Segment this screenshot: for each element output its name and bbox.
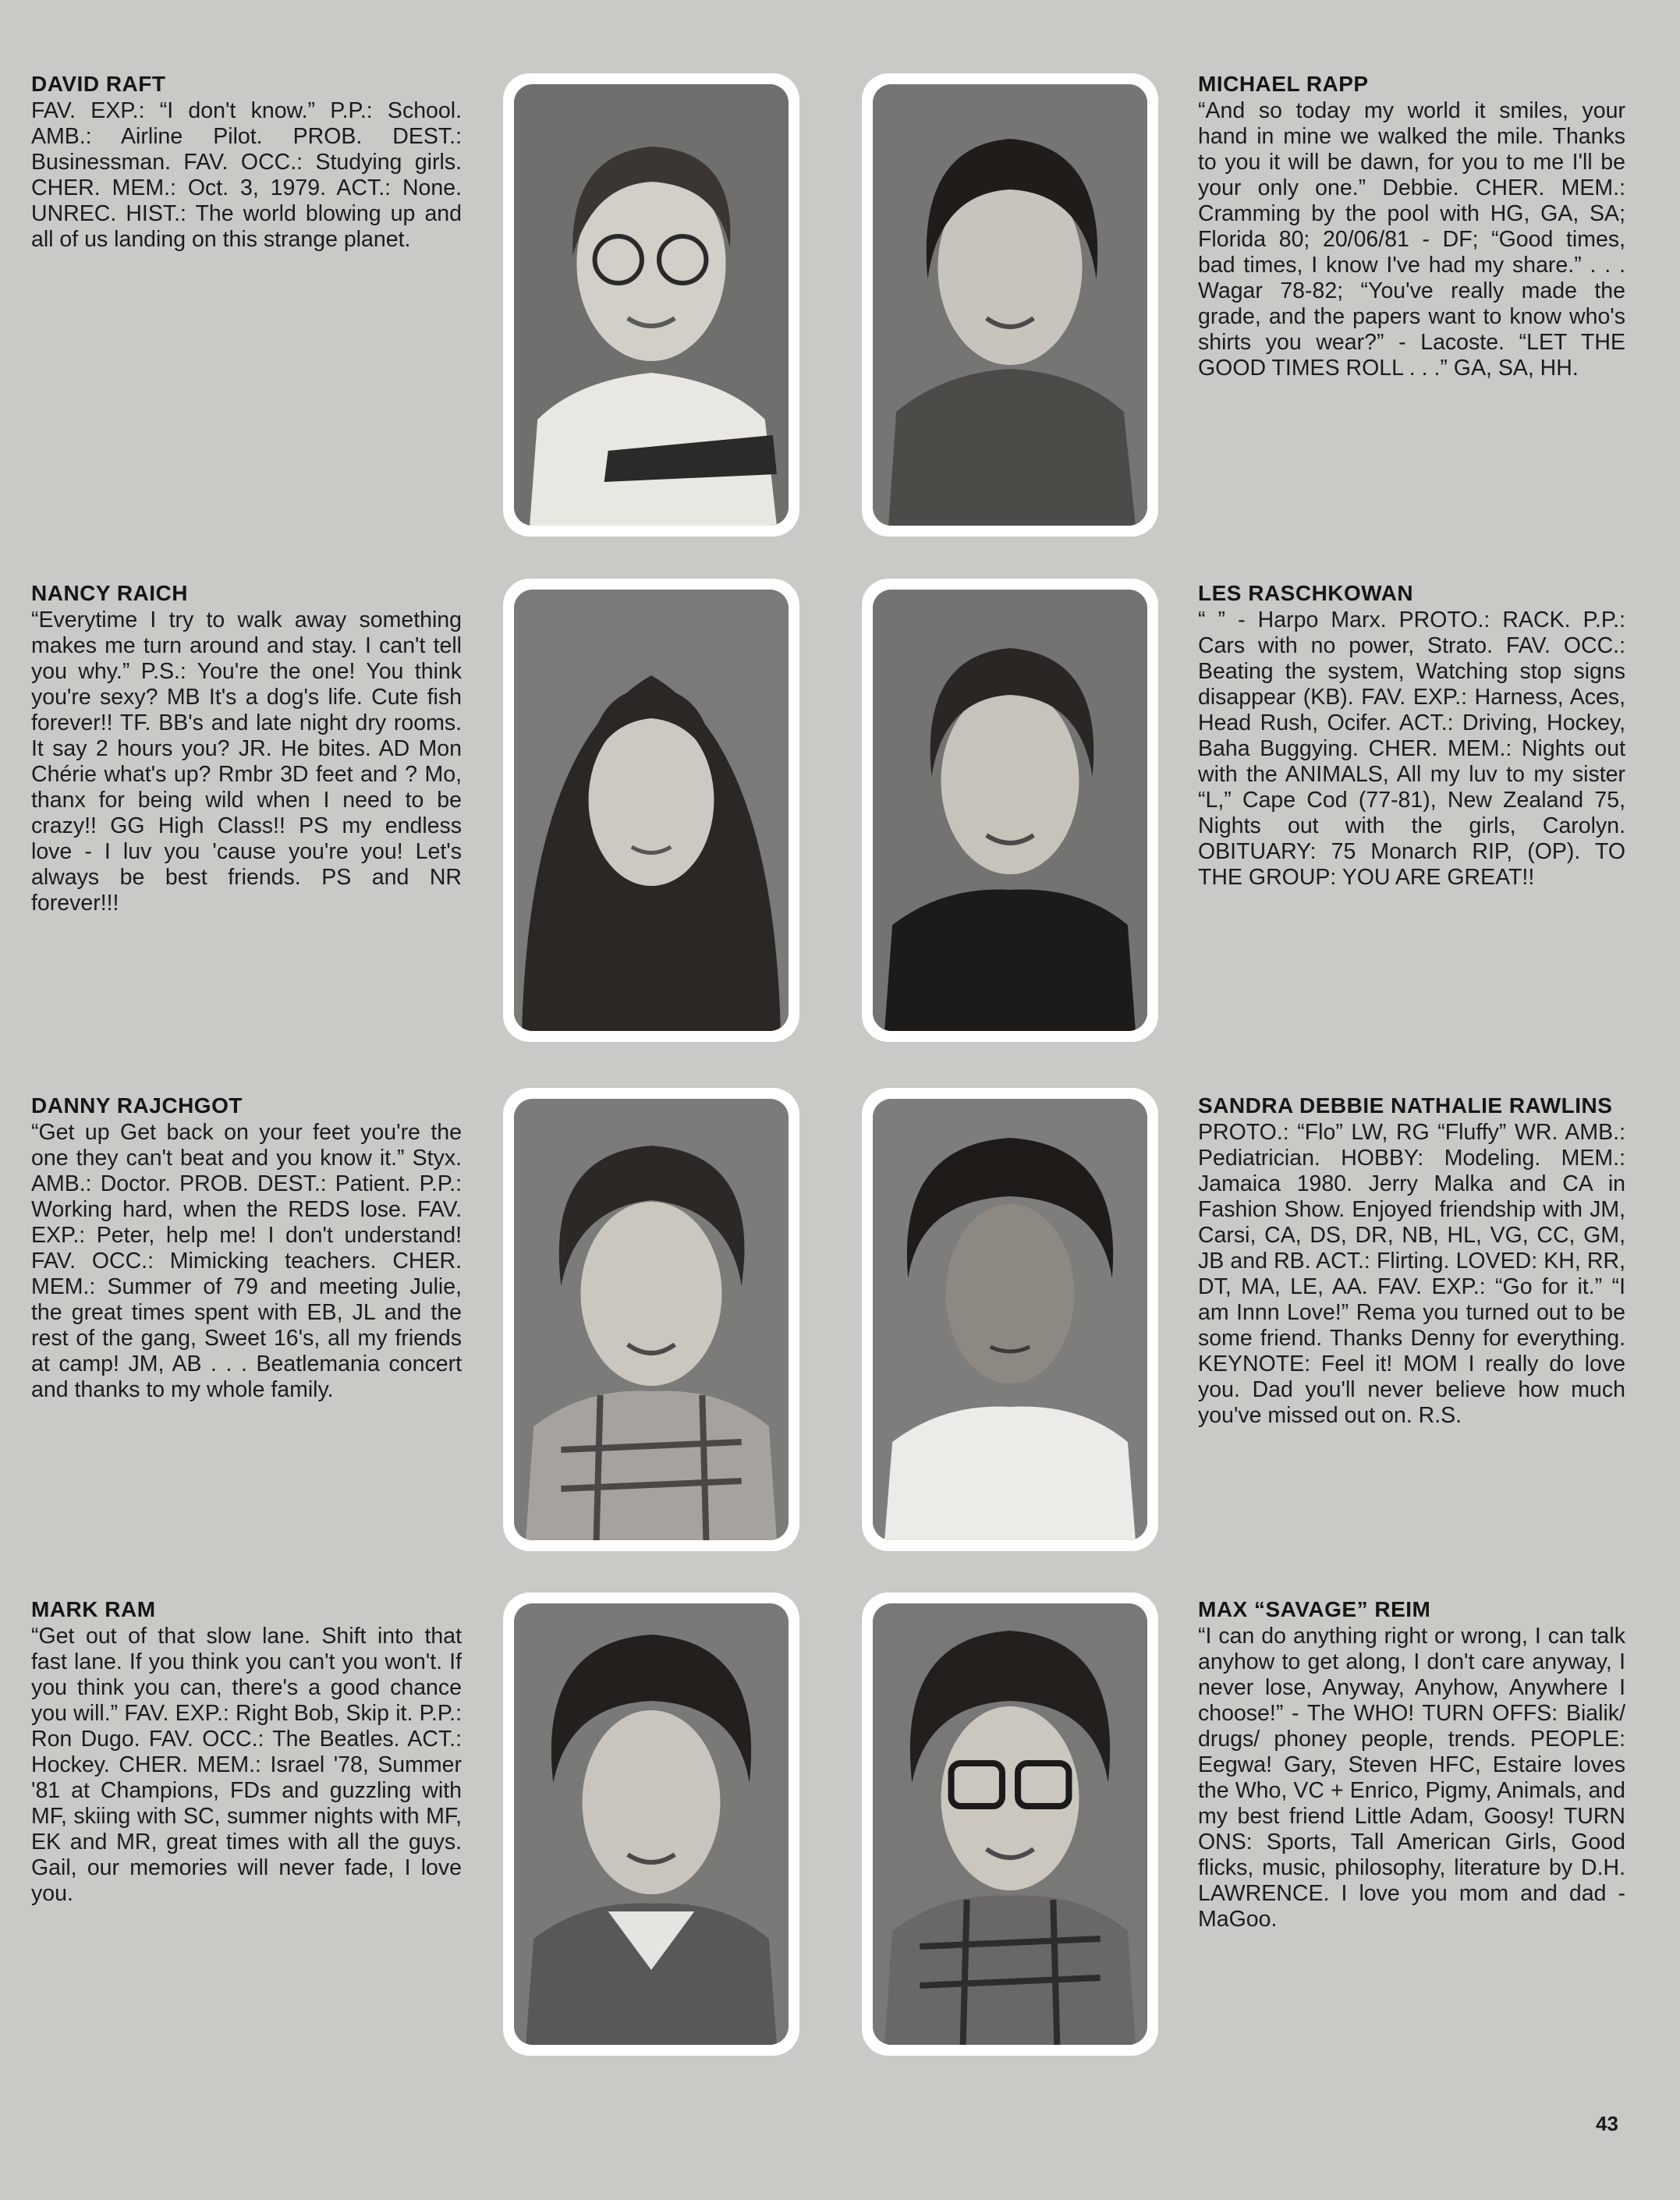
portrait-photo-nancy-raich [503, 579, 799, 1042]
student-bio: “I can do anything right or wrong, I can talk anyhow to get along, I don't care anyway, I never lose, Anyway, Anyhow, Anywhere I choose!” - The WHO! TURN OFFS: Bialik/ drugs/ phoney people, trends. PEOPLE: Eegwa! Gary, Steven HFC, Estaire loves the Who, VC + Enrico, Pigmy, Animals, and my best friend Little Adam, Goosy! TURN ONS: Sports, Tall American Girls, Good flicks, music, philosophy, literature by D.H. LAWRENCE. I love you mom and dad - MaGoo. [1198, 1624, 1625, 1932]
portrait-photo-danny-rajchgot [503, 1088, 799, 1551]
student-name: SANDRA DEBBIE NATHALIE RAWLINS [1198, 1093, 1613, 1118]
student-bio: “Everytime I try to walk away something makes me turn around and stay. I can't tell you why.” P.S.: You're the one! You think you're sexy? MB It's a dog's life. Cute fish forever!! TF. BB's and late night dry rooms. It say 2 hours you? JR. He bites. AD Mon Chérie what's up? Rmbr 3D feet and ? Mo, thanx for being wild when I need to be crazy!! GG High Class!! PS my endless love - I luv you 'cause you're you! Let's always be best friends. PS and NR forever!!! [31, 608, 462, 916]
portrait-photo-max-reim [862, 1592, 1158, 2056]
portrait-photo-sandra-rawlins [862, 1088, 1158, 1551]
student-bio: “Get up Get back on your feet you're the one they can't beat and you know it.” Styx. AMB.: Doctor. PROB. DEST.: Patient. P.P.: Working hard, when the REDS lose. FAV. EXP.: Peter, help me! I don't understand! FAV. OCC.: Mimicking teachers. CHER. MEM.: Summer of 79 and meeting Julie, the great times spent with EB, JL and the rest of the gang, Sweet 16's, all my friends at camp! JM, AB . . . Beatlemania concert and thanks to my whole family. [31, 1120, 462, 1402]
student-name: MICHAEL RAPP [1198, 72, 1369, 96]
entry-sandra-rawlins [1198, 1093, 1625, 1429]
student-name: DANNY RAJCHGOT [31, 1093, 243, 1118]
student-name: LES RASCHKOWAN [1198, 581, 1414, 605]
student-name: NANCY RAICH [31, 581, 188, 605]
student-bio: “And so today my world it smiles, your hand in mine we walked the mile. Thanks to you it will be dawn, for you to me I'll be your only one.” Debbie. CHER. MEM.: Cramming by the pool with HG, GA, SA; Florida 80; 20/06/81 - DF; “Good times, bad times, I know I've had my share.” . . . Wagar 78-82; “You've really made the grade, and the papers want to know who's shirts you wear?” - Lacoste. “LET THE GOOD TIMES ROLL . . .” GA, SA, HH. [1198, 98, 1625, 381]
student-name: MARK RAM [31, 1597, 156, 1621]
student-bio: PROTO.: “Flo” LW, RG “Fluffy” WR. AMB.: Pediatrician. HOBBY: Modeling. MEM.: Jamaica 1980. Jerry Malka and CA in Fashion Show. Enjoyed friendship with JM, Carsi, CA, DS, DR, NB, HL, VG, CC, GM, JB and RB. ACT.: Flirting. LOVED: KH, RR, DT, MA, LE, AA. FAV. EXP.: “Go for it.” “I am Innn Love!” Rema you turned out to be some friend. Thanks Denny for everything. KEYNOTE: Feel it! MOM I really do love you. Dad you'll never believe how much you've missed out on. R.S. [1198, 1120, 1625, 1428]
portrait-photo-david-raft [503, 73, 799, 537]
entry-david-raft [31, 72, 462, 253]
entry-michael-rapp [1198, 72, 1625, 381]
student-name: MAX “SAVAGE” REIM [1198, 1597, 1431, 1621]
student-bio: “Get out of that slow lane. Shift into that fast lane. If you think you can't you won't. If you think you can, there's a good chance you will.” FAV. EXP.: Right Bob, Skip it. P.P.: Ron Dugo. FAV. OCC.: The Beatles. ACT.: Hockey. CHER. MEM.: Israel '78, Summer '81 at Champions, FDs and guzzling with MF, skiing with SC, summer nights with MF, EK and MR, great times with all the guys. Gail, our memories will never fade, I love you. [31, 1624, 462, 1906]
portrait-photo-michael-rapp [862, 73, 1158, 537]
entry-les-raschkowan [1198, 581, 1625, 891]
entry-nancy-raich [31, 581, 462, 916]
entry-danny-rajchgot [31, 1093, 462, 1403]
portrait-photo-les-raschkowan [862, 579, 1158, 1042]
student-bio: “ ” - Harpo Marx. PROTO.: RACK. P.P.: Cars with no power, Strato. FAV. OCC.: Beating the system, Watching stop signs disappear (KB). FAV. EXP.: Harness, Aces, Head Rush, Ocifer. ACT.: Driving, Hockey, Baha Buggying. CHER. MEM.: Nights out with the ANIMALS, All my luv to my sister “L,” Cape Cod (77-81), New Zealand 75, Nights out with the girls, Carolyn. OBITUARY: 75 Monarch RIP, (OP). TO THE GROUP: YOU ARE GREAT!! [1198, 608, 1625, 890]
portrait-photo-mark-ram [503, 1592, 799, 2056]
entry-max-reim [1198, 1597, 1625, 1933]
student-name: DAVID RAFT [31, 72, 166, 96]
student-bio: FAV. EXP.: “I don't know.” P.P.: School. AMB.: Airline Pilot. PROB. DEST.: Businessman. FAV. OCC.: Studying girls. CHER. MEM.: Oct. 3, 1979. ACT.: None. UNREC. HIST.: The world blowing up and all of us landing on this strange planet. [31, 98, 462, 252]
entry-mark-ram [31, 1597, 462, 1907]
page-number: 43 [1596, 2112, 1618, 2135]
